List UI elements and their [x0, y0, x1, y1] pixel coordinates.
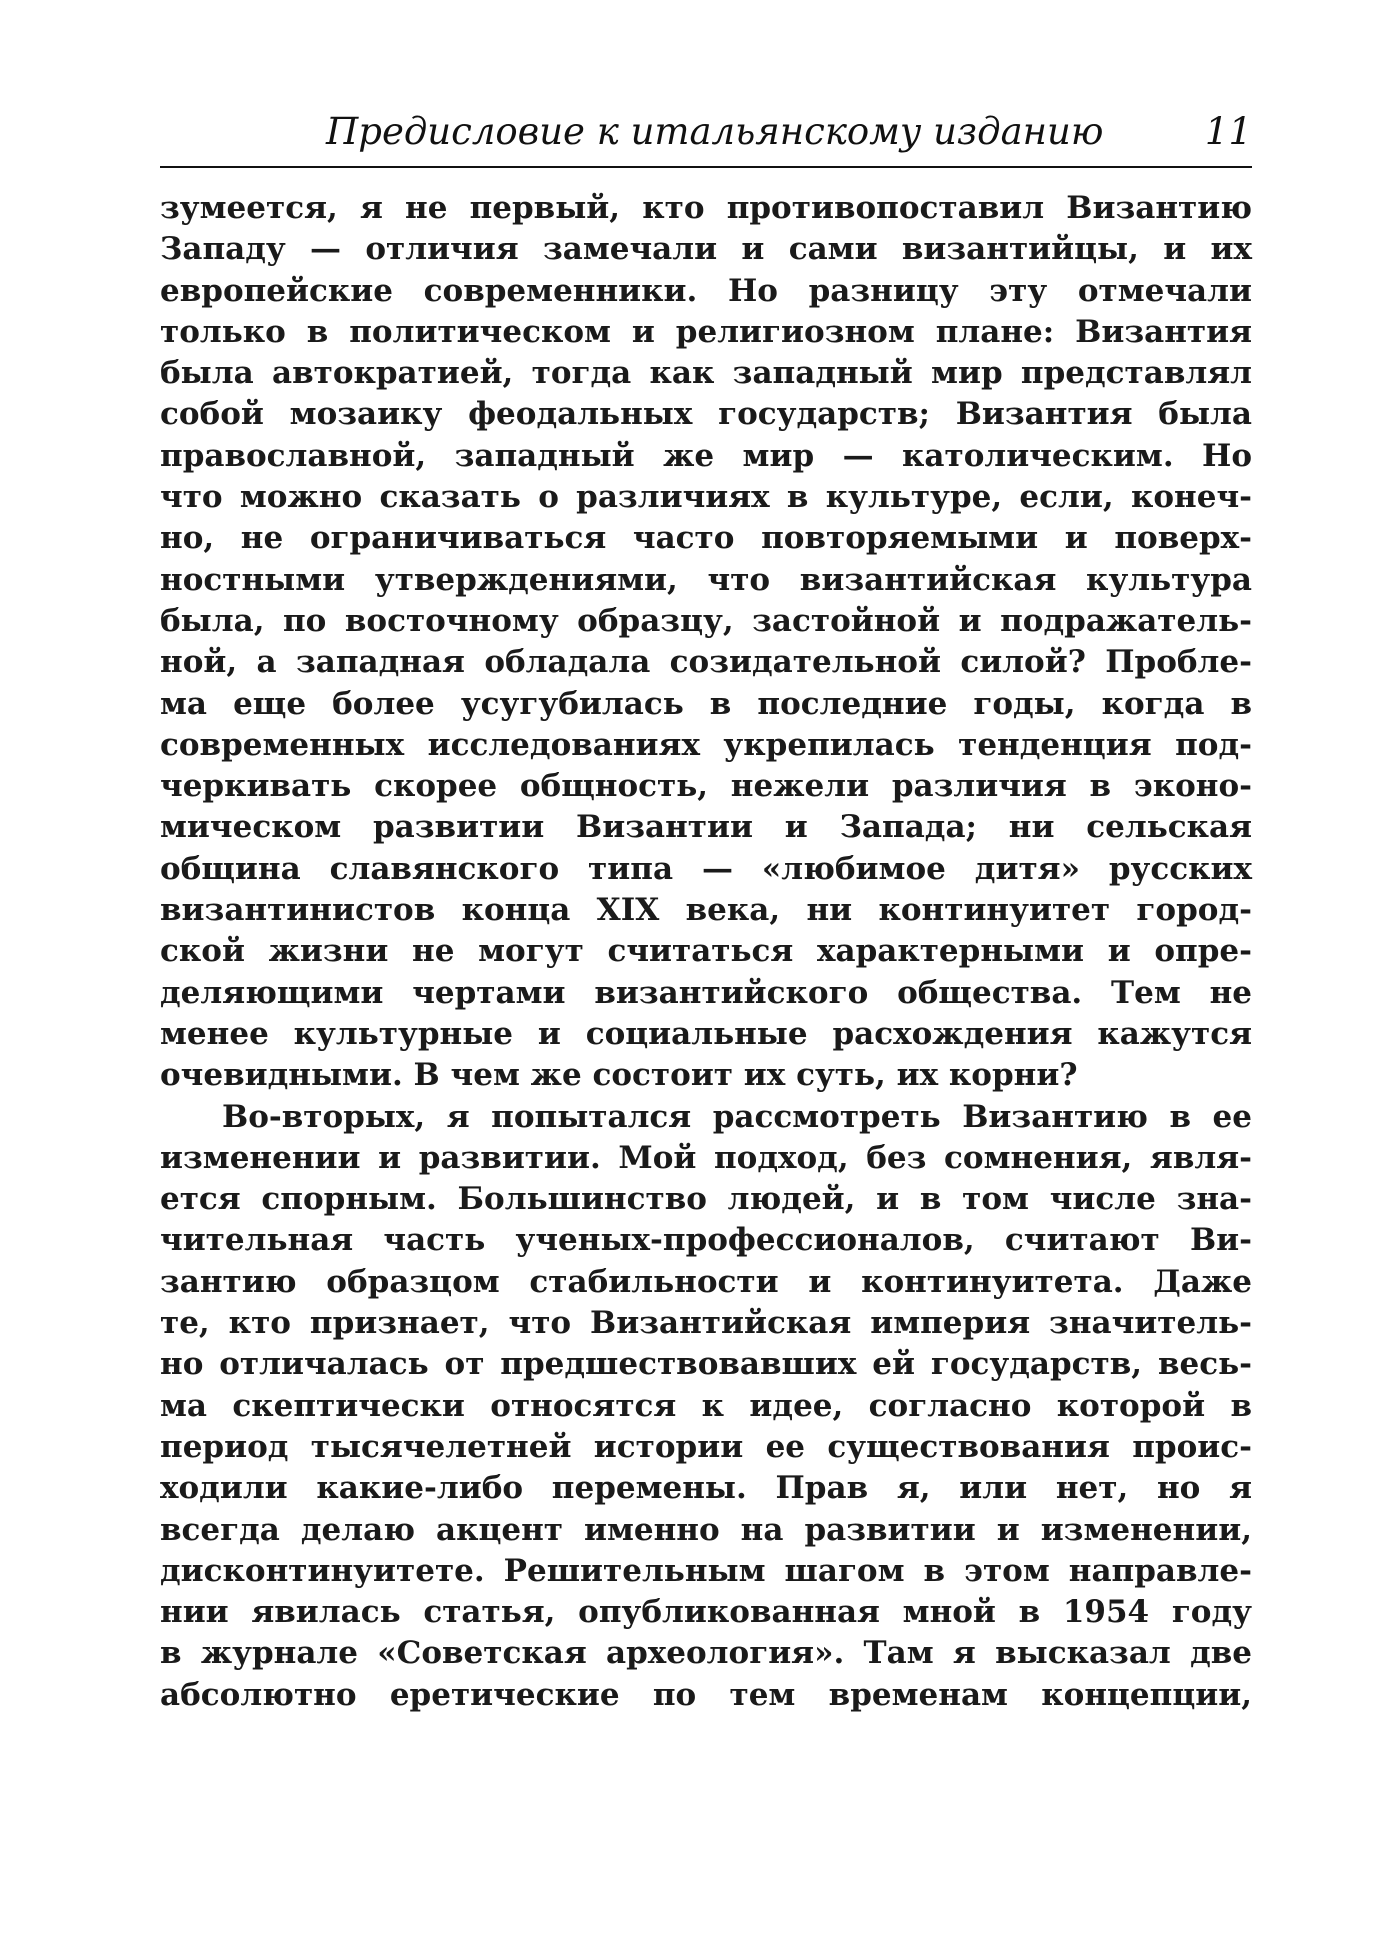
text-line: православной, западный же мир — католическим. Но: [160, 437, 1252, 474]
text-line: была, по восточному образцу, застойной и подражатель-: [160, 602, 1252, 639]
text-line: ностными утверждениями, что византийская культура: [160, 561, 1252, 598]
body-text: [160, 188, 1252, 1716]
text-line: община славянского типа — «любимое дитя» русских: [160, 850, 1252, 887]
text-line: ма еще более усугубилась в последние годы, когда в: [160, 685, 1252, 722]
text-line: чительная часть ученых-профессионалов, считают Ви-: [160, 1222, 1252, 1259]
text-line: период тысячелетней истории ее существования проис-: [160, 1428, 1252, 1465]
text-line: черкивать скорее общность, нежели различия в эконо-: [160, 768, 1252, 805]
text-line: ной, а западная обладала созидательной силой? Пробле-: [160, 644, 1252, 681]
text-line: ской жизни не могут считаться характерными и опре-: [160, 933, 1252, 970]
text-line: но отличалась от предшествовавших ей государств, весь-: [160, 1346, 1252, 1383]
text-line: ется спорным. Большинство людей, и в том числе зна-: [160, 1181, 1252, 1218]
text-line: византинистов конца XIX века, ни континуитет город-: [160, 892, 1252, 929]
text-line: была автократией, тогда как западный мир представлял: [160, 355, 1252, 392]
text-line: в журнале «Советская археология». Там я высказал две: [160, 1635, 1252, 1672]
text-line: Западу — отличия замечали и сами византийцы, и их: [160, 231, 1252, 268]
text-line: ма скептически относятся к идее, согласно которой в: [160, 1387, 1252, 1424]
text-line: мическом развитии Византии и Запада; ни сельская: [160, 809, 1252, 846]
text-line: современных исследованиях укрепилась тенденция под-: [160, 726, 1252, 763]
text-line: всегда делаю акцент именно на развитии и изменении,: [160, 1511, 1252, 1548]
text-line: но, не ограничиваться часто повторяемыми и поверх-: [160, 520, 1252, 557]
header-rule: [160, 166, 1252, 168]
text-line: менее культурные и социальные расхождения кажутся: [160, 1015, 1252, 1052]
text-line: деляющими чертами византийского общества. Тем не: [160, 974, 1252, 1011]
text-line: изменении и развитии. Мой подход, без сомнения, явля-: [160, 1139, 1252, 1176]
text-line: европейские современники. Но разницу эту отмечали: [160, 272, 1252, 309]
text-line: ходили какие-либо перемены. Прав я, или нет, но я: [160, 1470, 1252, 1507]
text-line: те, кто признает, что Византийская империя значитель-: [160, 1305, 1252, 1342]
paragraph: [160, 1097, 1252, 1716]
text-line: нии явилась статья, опубликованная мной в 1954 году: [160, 1594, 1252, 1631]
text-line: только в политическом и религиозном плане: Византия: [160, 313, 1252, 350]
text-line: зумеется, я не первый, кто противопоставил Византию: [160, 190, 1252, 226]
text-line: Во-вторых, я попытался рассмотреть Византию в ее: [222, 1098, 1252, 1135]
page-number: 11: [1204, 110, 1252, 153]
running-title: Предисловие к итальянскому изданию: [326, 110, 1104, 153]
text-line: дисконтинуитете. Решительным шагом в этом направле-: [160, 1552, 1252, 1589]
running-head: [160, 104, 1252, 168]
text-line: что можно сказать о различиях в культуре, если, конеч-: [160, 479, 1252, 516]
text-line: очевидными. В чем же состоит их суть, их корни?: [160, 1057, 1078, 1094]
text-line: собой мозаику феодальных государств; Византия была: [160, 396, 1252, 433]
text-line: абсолютно еретические по тем временам концепции,: [160, 1676, 1252, 1713]
paragraph: [160, 188, 1252, 1097]
text-line: зантию образцом стабильности и континуитета. Даже: [160, 1263, 1252, 1300]
